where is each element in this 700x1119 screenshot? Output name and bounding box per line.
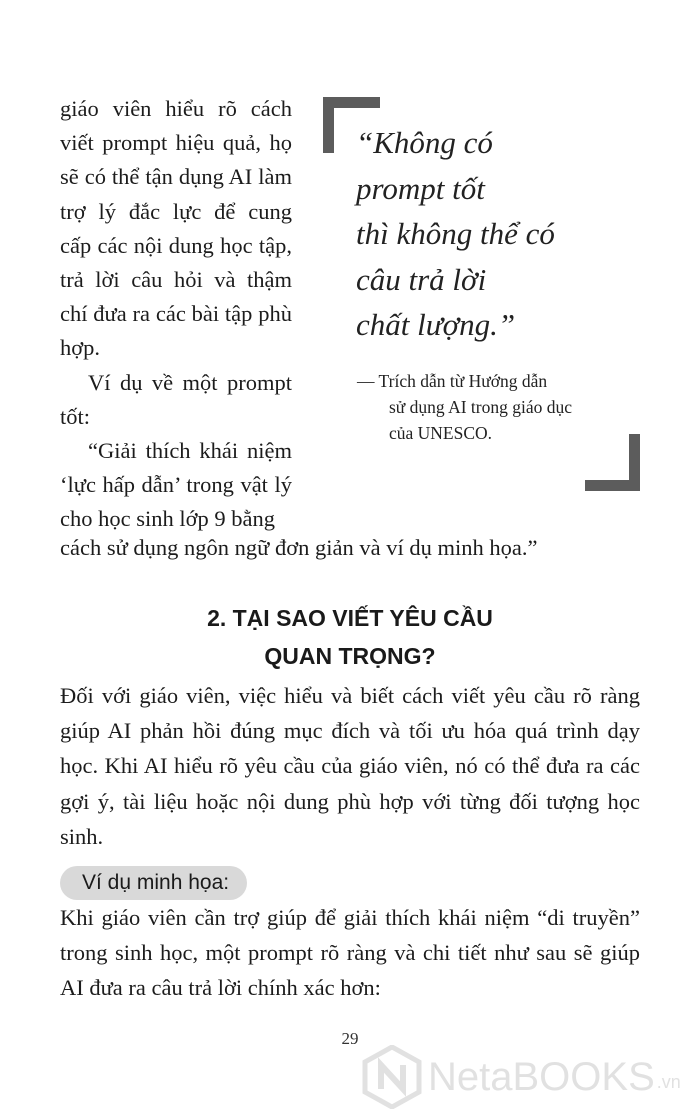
paragraph-continuation: cách sử dụng ngôn ngữ đơn giản và ví dụ minh họa.” [60,535,538,560]
left-column [60,92,292,537]
quote-line: prompt tốt [356,170,485,206]
paragraph-example-intro: Ví dụ về một prompt tốt: [60,369,292,429]
quote-line: thì không thể có [356,216,555,251]
attribution-line: sử dụng AI trong giáo dục [389,397,573,417]
example-label-badge: Ví dụ minh họa: [60,866,247,900]
paragraph-example-prompt: “Giải thích khái niệm ‘lực hấp dẫn’ trong vật lý cho học sinh lớp 9 bằng [60,438,292,532]
netabooks-logo-icon [362,1045,422,1109]
quote-line: câu trả lời [356,261,487,297]
section-heading-line: QUAN TRỌNG? [264,643,436,669]
watermark-suffix: .vn [656,1071,681,1092]
example-body: Khi giáo viên cần trợ giúp để giải thích khái niệm “di truyền” trong sinh học, một prompt rõ ràng và chi tiết như sau sẽ giúp AI đưa ra câu trả lời chính xác hơn: [60,905,640,1001]
section-body: Đối với giáo viên, việc hiểu và biết cách viết yêu cầu rõ ràng giúp AI phản hồi đúng mục đích và tối ưu hóa quá trình dạy học. Khi AI hiểu rõ yêu cầu của giáo viên, nó có thể đưa ra các gợi ý, tài liệu hoặc nội dung phù hợp với từng đối tượng học sinh. [60,683,640,849]
section-heading-line: 2. TẠI SAO VIẾT YÊU CẦU [207,605,493,631]
page-number: 29 [341,1029,359,1048]
section-heading [0,599,700,675]
attribution-line: — Trích dẫn từ Hướng dẫn [357,371,548,391]
quote-line: chất lượng.” [356,307,516,342]
paragraph-intro: giáo viên hiểu rõ cách viết prompt hiệu quả, họ sẽ có thể tận dụng AI làm trợ lý đắc lực để cung cấp các nội dung học tập, trả lời câu hỏi và thậm chí đưa ra các bài tập phù hợp. [60,96,292,361]
quote-bracket-bottom-right [585,434,640,491]
watermark-text: NetaBOOKS [428,1054,655,1099]
attribution-line: của UNESCO. [389,423,493,443]
pull-quote [356,120,646,348]
watermark [362,1045,681,1109]
quote-line: “Không có [356,125,493,160]
